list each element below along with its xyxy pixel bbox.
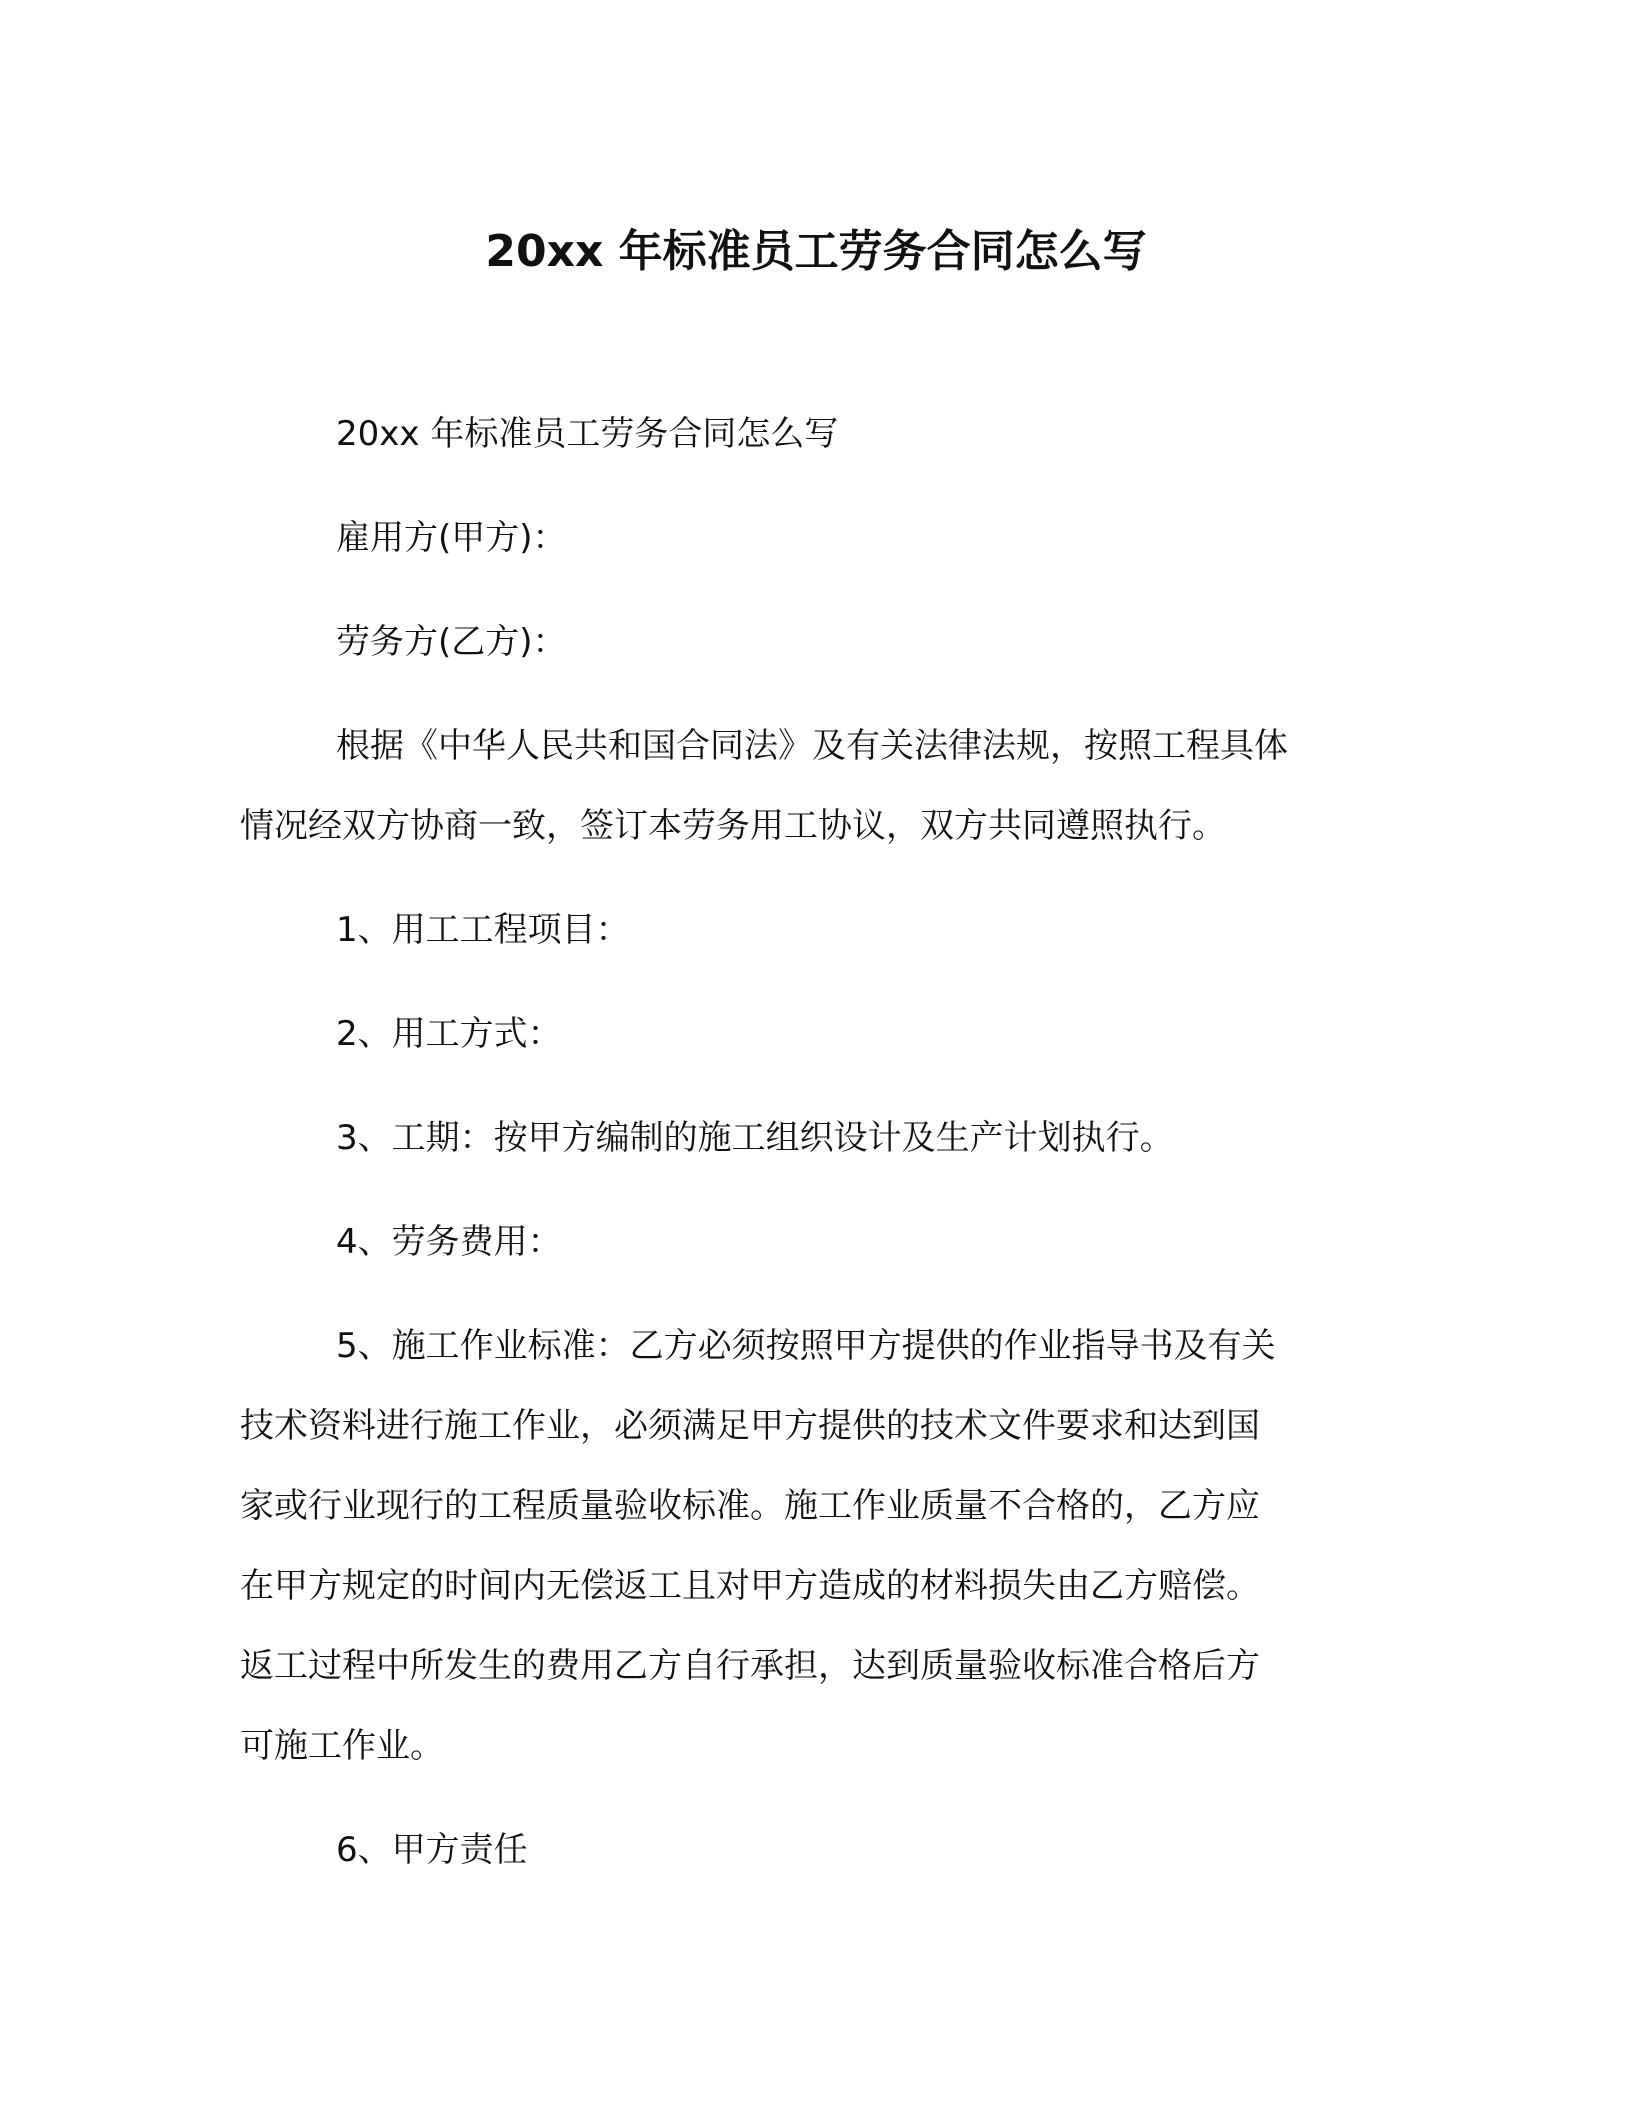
- item-5-line-1: 5、施工作业标准：乙方必须按照甲方提供的作业指导书及有关: [336, 1326, 1276, 1366]
- document-title: 20xx 年标准员工劳务合同怎么写: [485, 226, 1147, 277]
- intro-line-1: 根据《中华人民共和国合同法》及有关法律法规，按照工程具体: [336, 726, 1288, 766]
- item-5-line-4: 在甲方规定的时间内无偿返工且对甲方造成的材料损失由乙方赔偿。: [240, 1566, 1260, 1606]
- intro-line-2: 情况经双方协商一致，签订本劳务用工协议，双方共同遵照执行。: [240, 806, 1226, 846]
- employer-line: 雇用方(甲方)：: [336, 518, 567, 558]
- item-5-line-3: 家或行业现行的工程质量验收标准。施工作业质量不合格的，乙方应: [240, 1486, 1260, 1526]
- item-2: 2、用工方式：: [336, 1014, 562, 1054]
- item-5-line-2: 技术资料进行施工作业，必须满足甲方提供的技术文件要求和达到国: [240, 1406, 1260, 1446]
- worker-line: 劳务方(乙方)：: [336, 622, 567, 662]
- subtitle-line: 20xx 年标准员工劳务合同怎么写: [336, 414, 839, 454]
- item-6: 6、甲方责任: [336, 1830, 528, 1870]
- item-5-line-5: 返工过程中所发生的费用乙方自行承担，达到质量验收标准合格后方: [240, 1646, 1260, 1686]
- item-4: 4、劳务费用：: [336, 1222, 562, 1262]
- document-body: [240, 394, 1386, 1890]
- item-3: 3、工期：按甲方编制的施工组织设计及生产计划执行。: [336, 1118, 1174, 1158]
- item-1: 1、用工工程项目：: [336, 910, 630, 950]
- item-5-line-6: 可施工作业。: [240, 1726, 444, 1766]
